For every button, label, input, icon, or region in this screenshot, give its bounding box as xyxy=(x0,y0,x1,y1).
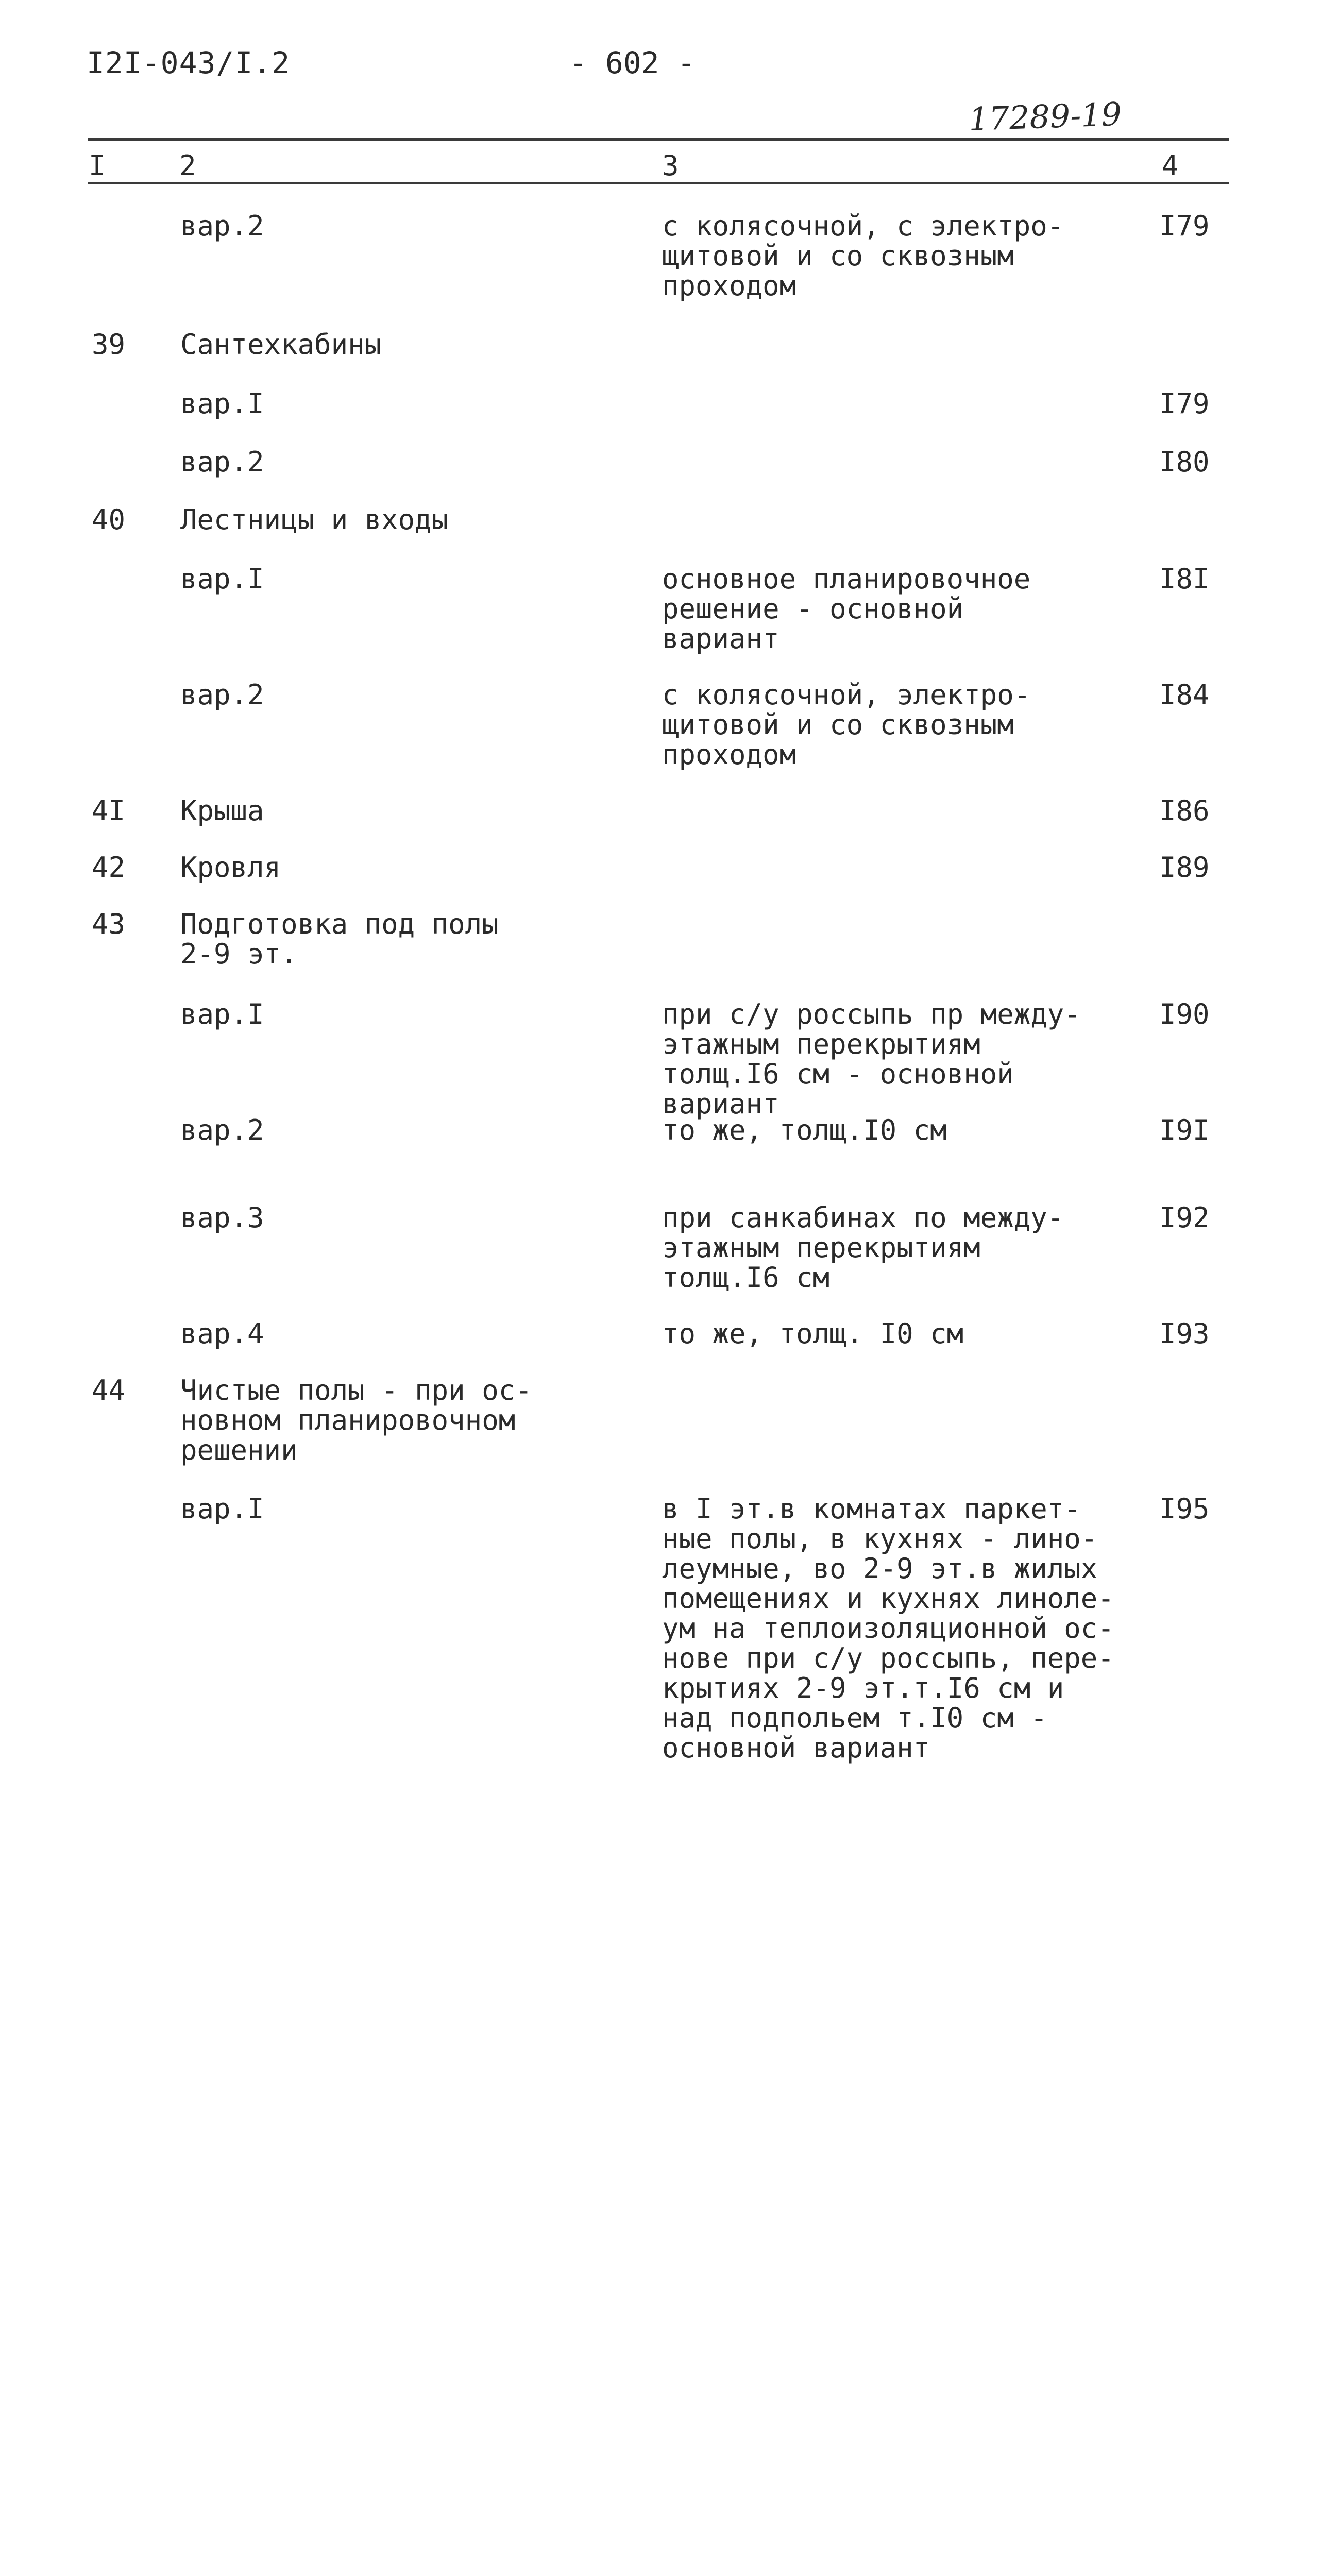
row-name: вар.2 xyxy=(180,679,264,711)
row-name: Сантехкабины xyxy=(180,328,382,361)
row-description: при с/у россыпь пр между- этажным перекрытиям толщ.I6 см - основной вариант xyxy=(662,998,1081,1120)
table-header-rule xyxy=(88,182,1229,184)
row-page-ref: I89 xyxy=(1159,851,1210,884)
row-number: 43 xyxy=(92,908,126,940)
row-name: вар.I xyxy=(180,387,264,420)
column-header-1: I xyxy=(89,149,106,182)
row-name: Подготовка под полы 2-9 эт. xyxy=(180,908,499,970)
row-name: Кровля xyxy=(180,851,281,884)
row-page-ref: I93 xyxy=(1159,1317,1210,1350)
row-description: с колясочной, электро- щитовой и со сквозным проходом xyxy=(662,679,1031,771)
row-number: 44 xyxy=(92,1374,126,1406)
row-name: вар.2 xyxy=(180,1114,264,1146)
row-page-ref: I79 xyxy=(1159,210,1210,242)
row-name: Чистые полы - при ос- новном планировочном решении xyxy=(180,1374,532,1466)
row-name: вар.I xyxy=(180,563,264,595)
row-description: при санкабинах по между- этажным перекрытиям толщ.I6 см xyxy=(662,1201,1064,1294)
row-number: 40 xyxy=(92,503,126,536)
row-number: 39 xyxy=(92,328,126,361)
column-header-2: 2 xyxy=(179,149,196,182)
row-name: вар.I xyxy=(180,998,264,1030)
row-number: 4I xyxy=(92,794,126,827)
row-page-ref: I8I xyxy=(1159,563,1210,595)
row-name: вар.4 xyxy=(180,1317,264,1350)
row-description: в I эт.в комнатах паркет- ные полы, в кухнях - лино- леумные, во 2-9 эт.в жилых помещениях и кухнях линоле- ум на теплоизоляционной ос- нове при с/у россыпь, пере- крытиях 2-9 эт.т.I6 см и над подпольем т.I0 см - основной вариант xyxy=(662,1493,1114,1764)
row-page-ref: I80 xyxy=(1159,446,1210,478)
row-page-ref: I95 xyxy=(1159,1493,1210,1525)
handwritten-inventory-number: 17289-19 xyxy=(968,95,1123,139)
row-page-ref: I79 xyxy=(1159,387,1210,420)
row-number: 42 xyxy=(92,851,126,884)
column-header-4: 4 xyxy=(1162,149,1179,182)
row-page-ref: I84 xyxy=(1159,679,1210,711)
row-name: Крыша xyxy=(180,794,264,827)
document-code: I2I-043/I.2 xyxy=(87,45,291,80)
row-page-ref: I86 xyxy=(1159,794,1210,827)
row-description: основное планировочное решение - основной вариант xyxy=(662,563,1031,655)
row-name: вар.I xyxy=(180,1493,264,1525)
row-description: то же, толщ.I0 см xyxy=(662,1114,947,1146)
row-page-ref: I90 xyxy=(1159,998,1210,1030)
row-name: вар.2 xyxy=(180,210,264,242)
row-description: то же, толщ. I0 см xyxy=(662,1317,964,1350)
row-description: с колясочной, с электро- щитовой и со сквозным проходом xyxy=(662,210,1064,302)
column-header-3: 3 xyxy=(662,149,679,182)
row-page-ref: I9I xyxy=(1159,1114,1210,1146)
row-name: Лестницы и входы xyxy=(180,503,449,536)
table-top-rule xyxy=(88,138,1229,141)
page-number: - 602 - xyxy=(569,45,696,80)
row-page-ref: I92 xyxy=(1159,1201,1210,1234)
row-name: вар.3 xyxy=(180,1201,264,1234)
row-name: вар.2 xyxy=(180,446,264,478)
